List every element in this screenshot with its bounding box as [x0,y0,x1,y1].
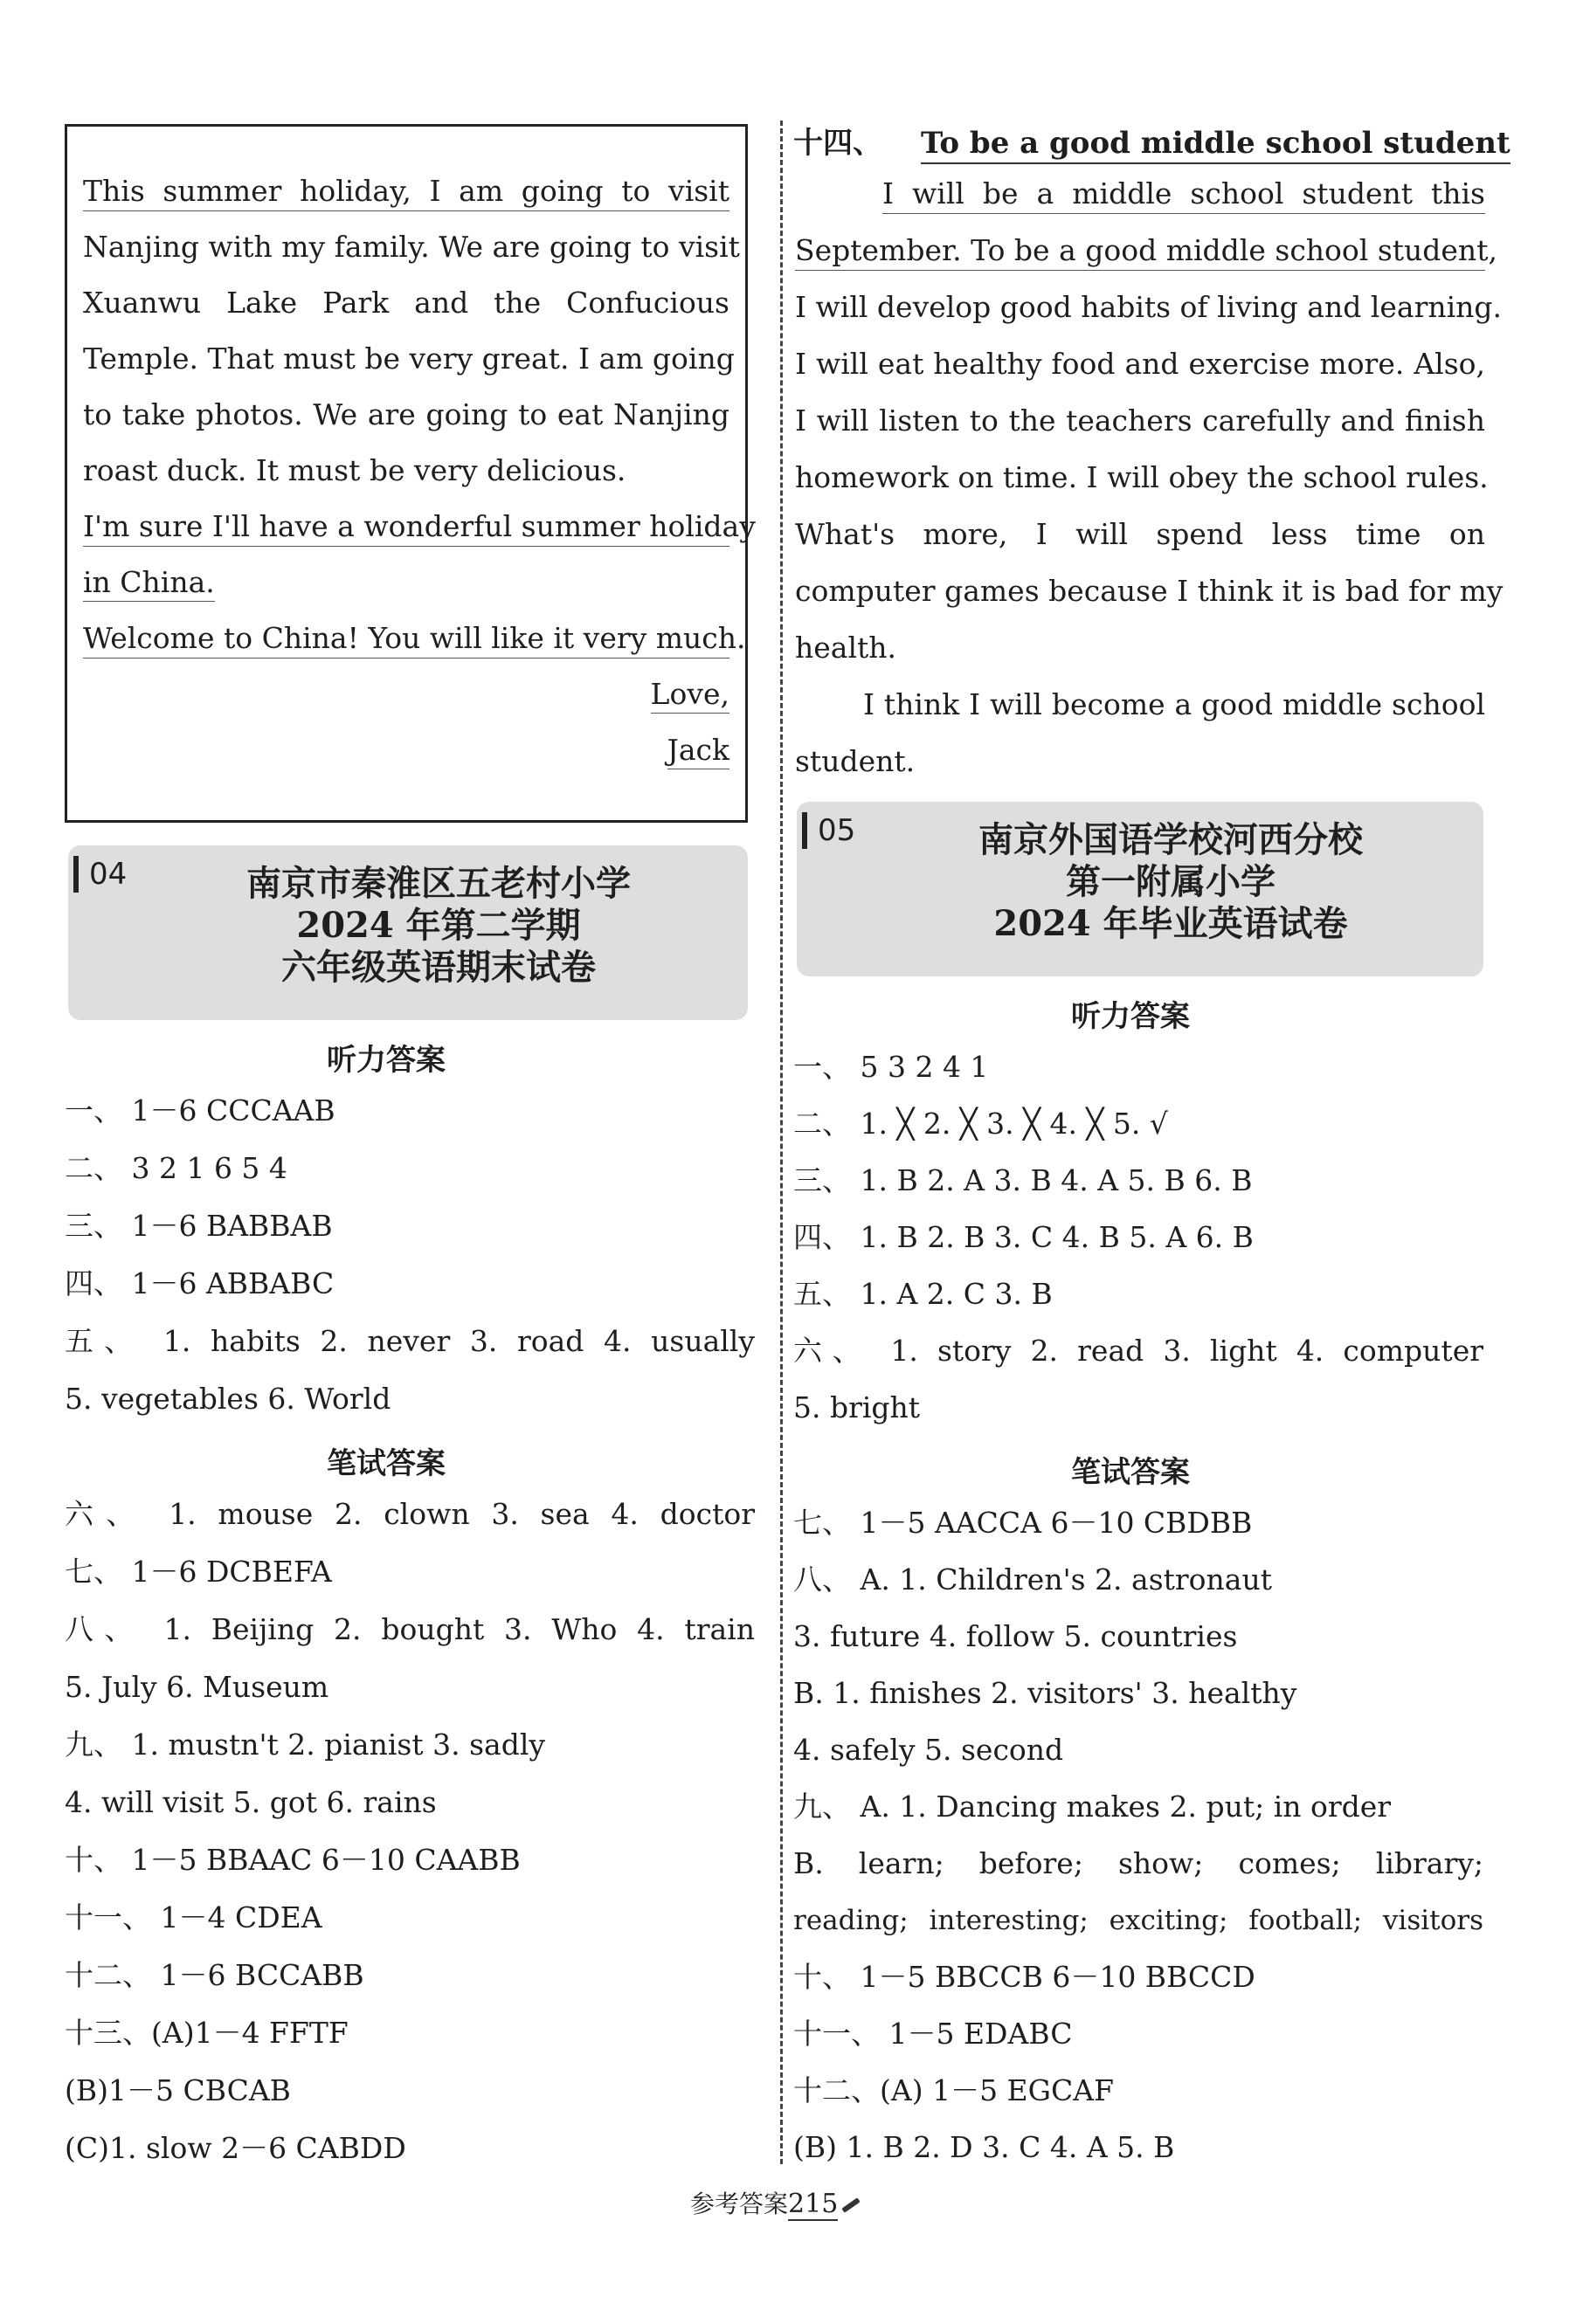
answer-line: 一、 1－6 CCCAAB [65,1093,335,1128]
page-number: 215 [788,2189,839,2219]
answer-line: 十二、 1－6 BCCABB [65,1958,364,1992]
section-banner-05 [797,802,1483,976]
essay-line: homework on time. I will obey the school rules. [795,460,1489,494]
page-footer [690,2185,861,2220]
essay-line: What's more, I will spend less time on [795,517,1485,551]
section-number: 04 [73,856,127,893]
letter-line: roast duck. It must be very delicious. [83,453,626,487]
answer-line: 八、 1. Beijing 2. bought 3. Who 4. train [65,1612,755,1646]
answer-line: 八、 A. 1. Children's 2. astronaut [793,1562,1272,1596]
essay-line: computer games because I think it is bad for my [795,574,1504,608]
answer-line: 3. future 4. follow 5. countries [793,1619,1238,1653]
essay-line: health. [795,631,897,665]
essay-heading [793,119,1510,162]
listening-heading: 听力答案 [1071,999,1190,1034]
answer-line: 4. will visit 5. got 6. rains [65,1785,437,1819]
writing-heading: 笔试答案 [327,1446,446,1481]
answer-line: 5. bright [793,1390,921,1424]
letter-line: Temple. That must be very great. I am going [83,341,735,376]
answer-line: 十三、(A)1－4 FFTF [65,2016,349,2050]
answer-line: 5. vegetables 6. World [65,1382,391,1416]
answer-line: 九、 A. 1. Dancing makes 2. put; in order [793,1790,1392,1824]
essay-line: September. To be a good middle school student, [795,233,1485,271]
letter-line: Welcome to China! You will like it very much. [83,621,729,659]
essay-line: I will be a middle school student this [882,176,1485,214]
section-title: 南京市秦淮区五老村小学 2024 年第二学期 六年级英语期末试卷 [246,863,631,988]
letter-line: This summer holiday, I am going to visit [83,174,729,211]
answer-line: 六、 1. story 2. read 3. light 4. computer [793,1334,1483,1368]
answer-line: 十、 1－5 BBAAC 6－10 CAABB [65,1843,521,1877]
section-title: 南京外国语学校河西分校 第一附属小学 2024 年毕业英语试卷 [978,819,1363,944]
answer-line: 三、 1－6 BABBAB [65,1209,333,1243]
answer-line: 四、 1. B 2. B 3. C 4. B 5. A 6. B [793,1220,1254,1254]
answer-line: 九、 1. mustn't 2. pianist 3. sadly [65,1727,546,1762]
answer-line: 三、 1. B 2. A 3. B 4. A 5. B 6. B [793,1163,1253,1197]
answer-line: 十一、 1－4 CDEA [65,1900,322,1934]
letter-line: Xuanwu Lake Park and the Confucious [83,286,729,320]
answer-line: B. 1. finishes 2. visitors' 3. healthy [793,1676,1297,1710]
writing-heading: 笔试答案 [1071,1455,1190,1490]
answer-line: reading; interesting; exciting; football; visitors [793,1905,1483,1936]
letter-line: Nanjing with my family. We are going to visit [83,230,740,264]
answer-line: (B) 1. B 2. D 3. C 4. A 5. B [793,2130,1175,2164]
answer-line: (C)1. slow 2－6 CABDD [65,2131,406,2165]
answer-line: 四、 1－6 ABBABC [65,1266,335,1300]
section-number: 05 [802,812,855,849]
essay-number: 十四、 [793,126,882,161]
section-banner-04 [68,845,748,1020]
answer-line: 七、 1－6 DCBEFA [65,1555,332,1589]
answer-line: 五、 1. habits 2. never 3. road 4. usually [65,1324,755,1358]
listening-heading: 听力答案 [327,1043,446,1078]
essay-title: To be a good middle school student [921,126,1510,164]
letter-line: I'm sure I'll have a wonderful summer holiday [83,509,729,547]
answer-line: B. learn; before; show; comes; library; [793,1846,1483,1880]
answer-line: 二、 1. ╳ 2. ╳ 3. ╳ 4. ╳ 5. √ [793,1107,1168,1141]
answer-line: 七、 1－5 AACCA 6－10 CBDBB [793,1506,1253,1540]
answer-line: 十二、(A) 1－5 EGCAF [793,2073,1114,2107]
answer-line: 五、 1. A 2. C 3. B [793,1277,1053,1311]
footer-label: 参考答案 [690,2190,789,2218]
column-divider [780,121,783,2164]
answer-line: 4. safely 5. second [793,1733,1064,1767]
answer-line: 十一、 1－5 EDABC [793,2017,1073,2051]
letter-signature: Jack [667,733,729,768]
answer-line: 十、 1－5 BBCCB 6－10 BBCCD [793,1960,1255,1994]
essay-line: student. [795,744,916,778]
answer-line: 5. July 6. Museum [65,1670,329,1704]
pen-icon [842,2197,861,2213]
letter-line: to take photos. We are going to eat Nanjing [83,397,729,431]
answer-line: 六、 1. mouse 2. clown 3. sea 4. doctor [65,1497,755,1531]
letter-box [65,124,756,823]
essay-line: I will eat healthy food and exercise more. Also, [795,347,1485,381]
answer-line: (B)1－5 CBCAB [65,2073,291,2107]
letter-line: in China. [83,565,215,600]
essay-line: I think I will become a good middle school [863,687,1485,721]
answer-line: 一、 5 3 2 4 1 [793,1050,989,1084]
essay-line: I will listen to the teachers carefully and finish [795,403,1485,438]
answer-line: 二、 3 2 1 6 5 4 [65,1151,287,1185]
letter-closing: Love, [651,677,729,712]
essay-line: I will develop good habits of living and learning. [795,290,1503,324]
